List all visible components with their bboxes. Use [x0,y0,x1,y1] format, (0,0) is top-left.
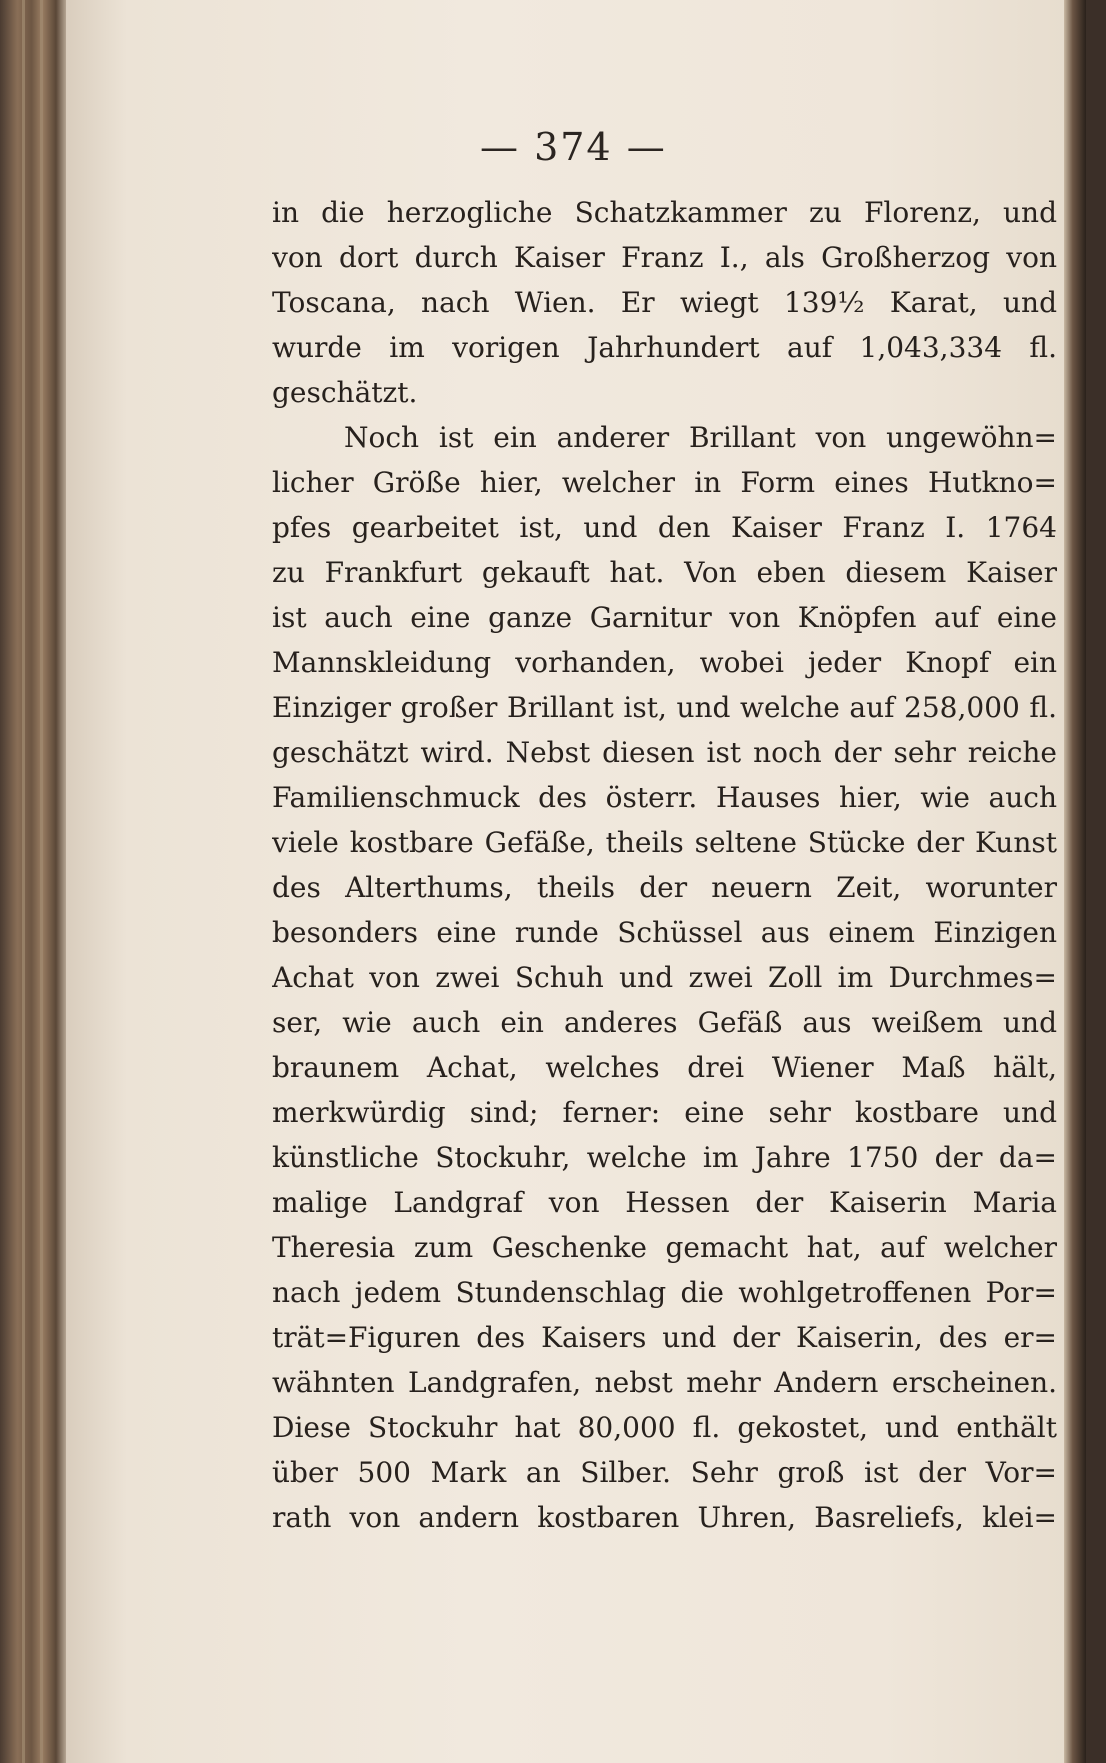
text-line: licher Größe hier, welcher in Form eines Hutkno= [272,466,1057,499]
text-line: wähnten Landgrafen, nebst mehr Andern erscheinen. [272,1366,1057,1399]
text-line: ser, wie auch ein anderes Gefäß aus weißem und [272,1006,1057,1039]
text-line: des Alterthums, theils der neuern Zeit, worunter [272,871,1057,904]
text-line: Toscana, nach Wien. Er wiegt 139½ Karat, und [272,286,1057,319]
text-line: Mannskleidung vorhanden, wobei jeder Knopf ein [272,646,1057,679]
text-line: von dort durch Kaiser Franz I., als Großherzog von [272,241,1057,274]
text-line: viele kostbare Gefäße, theils seltene Stücke der Kunst [272,826,1057,859]
text-line: trät=Figuren des Kaisers und der Kaiserin, des er= [272,1321,1057,1354]
text-line: braunem Achat, welches drei Wiener Maß hält, [272,1051,1057,1084]
text-line: Achat von zwei Schuh und zwei Zoll im Durchmes= [272,961,1057,994]
text-line: zu Frankfurt gekauft hat. Von eben diesem Kaiser [272,556,1057,589]
text-line: besonders eine runde Schüssel aus einem Einzigen [272,916,1057,949]
text-line: rath von andern kostbaren Uhren, Basreliefs, klei= [272,1501,1057,1534]
text-line: pfes gearbeitet ist, und den Kaiser Franz I. 1764 [272,511,1057,544]
text-line: Diese Stockuhr hat 80,000 fl. gekostet, und enthält [272,1411,1057,1444]
text-line: Noch ist ein anderer Brillant von ungewöhn= [344,421,1057,454]
body-text [272,190,1057,1540]
text-line: nach jedem Stundenschlag die wohlgetroffenen Por= [272,1276,1057,1309]
book-spine [0,0,70,1763]
text-line: Einziger großer Brillant ist, und welche auf 258,000 fl. [272,691,1057,724]
page-number: — 374 — [480,125,667,169]
text-line: malige Landgraf von Hessen der Kaiserin Maria [272,1186,1057,1219]
text-line: in die herzogliche Schatzkammer zu Florenz, und [272,196,1057,229]
text-line: geschätzt wird. Nebst diesen ist noch der sehr reiche [272,736,1057,769]
page-right-edge [1064,0,1086,1763]
text-line: künstliche Stockuhr, welche im Jahre 1750 der da= [272,1141,1057,1174]
spine-edge-line [40,0,43,1763]
text-line: wurde im vorigen Jahrhundert auf 1,043,334 fl. [272,331,1057,364]
text-line: geschätzt. [272,376,418,409]
text-line: merkwürdig sind; ferner: eine sehr kostbare und [272,1096,1057,1129]
text-line: über 500 Mark an Silber. Sehr groß ist der Vor= [272,1456,1057,1489]
text-line: Theresia zum Geschenke gemacht hat, auf welcher [272,1231,1057,1264]
spine-edge-line [22,0,25,1763]
text-line: ist auch eine ganze Garnitur von Knöpfen auf eine [272,601,1057,634]
text-line: Familienschmuck des österr. Hauses hier, wie auch [272,781,1057,814]
